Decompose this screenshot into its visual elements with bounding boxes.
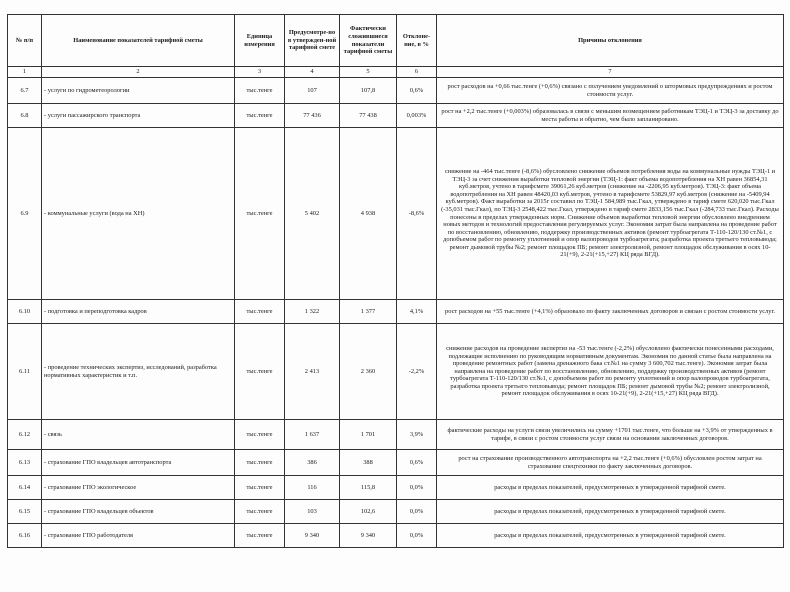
row-unit: тыс.тенге: [235, 476, 285, 500]
table-row: [8, 78, 784, 104]
header-name: Наименование показателей тарифной сметы: [42, 15, 235, 67]
header-deviation: Отклоне-ние, в %: [397, 15, 437, 67]
column-number: 1: [8, 67, 42, 78]
row-actual: 2 360: [340, 324, 397, 420]
tariff-table: [7, 14, 784, 548]
row-deviation: -2,2%: [397, 324, 437, 420]
row-deviation: 0,0%: [397, 476, 437, 500]
column-number: 5: [340, 67, 397, 78]
row-deviation: 0,6%: [397, 450, 437, 476]
row-name: - подготовка и переподготовка кадров: [42, 300, 235, 324]
row-reason: расходы в пределах показателей, предусмотренных в утвержденной тарифной смете.: [437, 524, 784, 548]
column-number: 6: [397, 67, 437, 78]
row-deviation: 0,003%: [397, 104, 437, 128]
row-actual: 1 701: [340, 420, 397, 450]
row-reason: расходы в пределах показателей, предусмотренных в утвержденной тарифной смете.: [437, 476, 784, 500]
row-deviation: 0,0%: [397, 524, 437, 548]
row-unit: тыс.тенге: [235, 128, 285, 300]
row-deviation: 0,0%: [397, 500, 437, 524]
header-n: № п/п: [8, 15, 42, 67]
row-planned: 1 637: [285, 420, 340, 450]
row-actual: 1 377: [340, 300, 397, 324]
row-number: 6.16: [8, 524, 42, 548]
row-deviation: -8,6%: [397, 128, 437, 300]
header-unit: Единица измерения: [235, 15, 285, 67]
row-name: - страхование ГПО экологическое: [42, 476, 235, 500]
row-planned: 103: [285, 500, 340, 524]
row-unit: тыс.тенге: [235, 300, 285, 324]
column-number: 4: [285, 67, 340, 78]
row-number: 6.14: [8, 476, 42, 500]
column-number: 2: [42, 67, 235, 78]
table-row: [8, 128, 784, 300]
row-actual: 102,6: [340, 500, 397, 524]
header-reasons: Причины отклонения: [437, 15, 784, 67]
table-row: [8, 476, 784, 500]
row-reason: снижение расходов на проведение экспертиз на -53 тыс.тенге (-2,2%) обусловлено фактически понесенными расходами, подлежащие исполнению по руководящим нормативным документам. Экономия по данной статье была направлена на проведение ремонтных работ (замена дренажного бака ст.№1 на сумму 3 600,702 тыс.тенге). Экономия затрат была направлена на проведение работ по восстановлению, обновлению, поддержку производственных активов (ремонт турбоагрегата Т-110-120/130 ст.№1, с допобъемом работ по ремонту уплотнений и опор валопроводов турбоагрегата, разработка проекта третьего тепловывода; ремонт площадок ПБ; ремонт дымовой трубы №2; ремонт электролизной, ремонт площадок обслуживания в осях 10-21(+9), 2-21(+15,+27) КЦ ряда ВГД).: [437, 324, 784, 420]
row-deviation: 4,1%: [397, 300, 437, 324]
table-row: [8, 300, 784, 324]
row-reason: фактические расходы на услуги связи увеличились на сумму +1701 тыс.тенге, что больше на +3,9% от утвержденных в тарифе, в связи с ростом стоимости услуг связи на основании заключенных договоров.: [437, 420, 784, 450]
row-planned: 107: [285, 78, 340, 104]
row-deviation: 3,9%: [397, 420, 437, 450]
row-name: - коммунальные услуги (вода на ХН): [42, 128, 235, 300]
row-planned: 2 413: [285, 324, 340, 420]
row-unit: тыс.тенге: [235, 104, 285, 128]
row-unit: тыс.тенге: [235, 78, 285, 104]
row-planned: 116: [285, 476, 340, 500]
column-number-row: [8, 67, 784, 78]
column-number: 7: [437, 67, 784, 78]
row-name: - услуги по гидрометеорологии: [42, 78, 235, 104]
row-unit: тыс.тенге: [235, 524, 285, 548]
header-row: [8, 15, 784, 67]
row-actual: 115,8: [340, 476, 397, 500]
row-planned: 1 322: [285, 300, 340, 324]
table-row: [8, 420, 784, 450]
table-row: [8, 450, 784, 476]
row-number: 6.11: [8, 324, 42, 420]
row-name: - проведение технических экспертиз, исследований, разработка нормативных характеристик и т.п.: [42, 324, 235, 420]
row-name: - страхование ГПО работодателя: [42, 524, 235, 548]
row-planned: 5 402: [285, 128, 340, 300]
row-actual: 77 438: [340, 104, 397, 128]
table-row: [8, 324, 784, 420]
row-reason: рост на страхование производственного автотранспорта на +2,2 тыс.тенге (+0,6%) обусловлен ростом затрат на страхование спецтехники по факту заключенных договоров.: [437, 450, 784, 476]
row-planned: 386: [285, 450, 340, 476]
row-reason: рост на +2,2 тыс.тенге (+0,003%) образовалась в связи с меньшим возмещением работникам ТЭЦ-1 и ТЭЦ-3 за доставку до места работы и обратно, чем было запланировано.: [437, 104, 784, 128]
row-number: 6.10: [8, 300, 42, 324]
table-row: [8, 500, 784, 524]
row-number: 6.8: [8, 104, 42, 128]
row-planned: 77 436: [285, 104, 340, 128]
row-unit: тыс.тенге: [235, 324, 285, 420]
row-name: - страхование ГПО владельцев объектов: [42, 500, 235, 524]
row-number: 6.7: [8, 78, 42, 104]
row-number: 6.13: [8, 450, 42, 476]
row-name: - страхование ГПО владельцев автотранспорта: [42, 450, 235, 476]
row-number: 6.12: [8, 420, 42, 450]
row-number: 6.15: [8, 500, 42, 524]
row-unit: тыс.тенге: [235, 500, 285, 524]
row-reason: рост расходов на +55 тыс.тенге (+4,1%) образовало по факту заключенных договоров и связан с ростом стоимости услуг.: [437, 300, 784, 324]
row-actual: 388: [340, 450, 397, 476]
table-row: [8, 104, 784, 128]
row-reason: рост расходов на +0,66 тыс.тенге (+0,6%) связано с получением уведомлений о штормовых предупреждениях и ростом стоимости услуг.: [437, 78, 784, 104]
row-reason: снижение на -464 тыс.тенге (-8,6%) обусловлено снижение объемов потребления воды на коммунальные нужды ТЭЦ-1 и ТЭЦ-3 за счет снижения выработки тепловой энергии (ТЭЦ-1: факт объема водопотребления на ХН равен 36854,31 куб.метров, учтено в тарифсмете 39061,26 куб.метров (снижение на -2206,95 куб.метров). ТЭЦ-3: факт объема водопотребления на ХН равен 48420,03 куб.метров, учтено в тарифсмете 53829,97 куб.метров (снижение на -5409,94 куб.метров). Факт выработки за 2015г составил по ТЭЦ-1 584,989 тыс.Гкал, утверждено в тариф смете 620,020 тыс.Гкал (-35,031 тыс.Гкал), по ТЭЦ-3 2548,422 тыс.Гкал, утверждено в тариф смете 2833,156 тыс.Гкал (-284,733 тыс.Гкал). Расходы понесены в пределах утвержденных норм. Снижение объемов выработки тепловой энергии обусловлено внедрением новых методов и технологий предоставления регулируемых услуг. Экономия затрат была направлена на проведение работ по восстановлению, обновлению, поддержку производственных активов (ремонт турбоагрегата Т-110-120/130 ст.№1, с допобъемом работ по ремонту уплотнений и опор валопроводов турбоагрегата; разработка проекта третьего тепловывода; ремонт дымовой трубы №2; ремонт площадок ПБ; ремонт электролизной, ремонт площадок обслуживания в осях 10-21(+9), 2-21(+15,+27) КЦ ряда ВГД).: [437, 128, 784, 300]
row-number: 6.9: [8, 128, 42, 300]
row-unit: тыс.тенге: [235, 450, 285, 476]
header-actual: Фактически сложившиеся показатели тарифной сметы: [340, 15, 397, 67]
row-actual: 107,8: [340, 78, 397, 104]
row-deviation: 0,6%: [397, 78, 437, 104]
row-name: - связь: [42, 420, 235, 450]
column-number: 3: [235, 67, 285, 78]
row-actual: 4 938: [340, 128, 397, 300]
row-name: - услуги пассажирского транспорта: [42, 104, 235, 128]
table-row: [8, 524, 784, 548]
row-reason: расходы в пределах показателей, предусмотренных в утвержденной тарифной смете.: [437, 500, 784, 524]
row-planned: 9 340: [285, 524, 340, 548]
row-unit: тыс.тенге: [235, 420, 285, 450]
header-planned: Предусмотре-но в утвержден-ной тарифной смете: [285, 15, 340, 67]
row-actual: 9 340: [340, 524, 397, 548]
